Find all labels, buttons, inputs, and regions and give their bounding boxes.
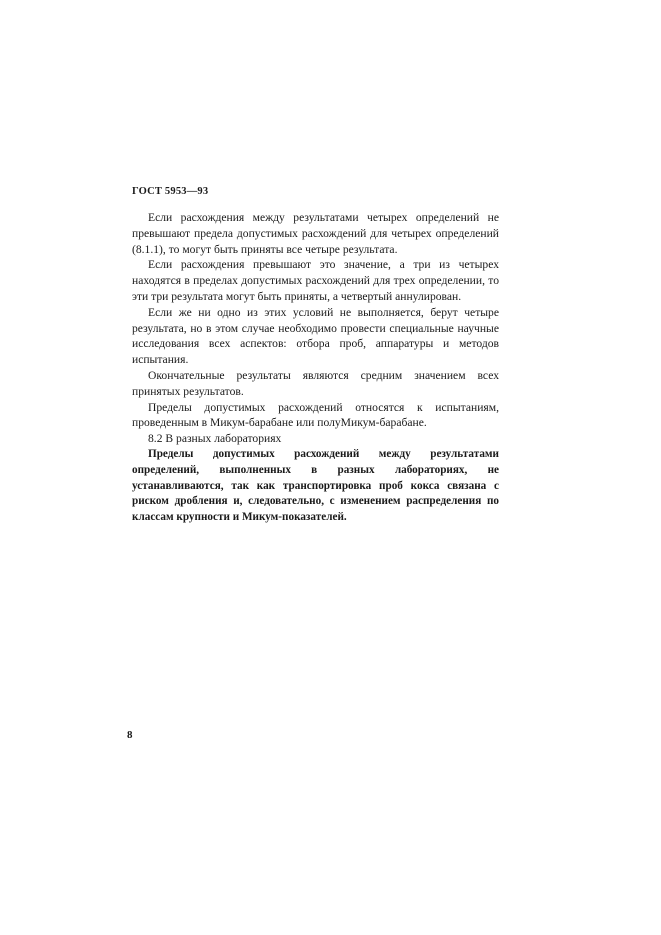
paragraph-three-results: Если расхождения превышают это значение, а три из четырех находятся в пределах допустимых расхождений для трех определении, то эти три результата могут быть приняты, а четвертый аннулирован. bbox=[132, 258, 499, 303]
paragraph-micum-drum: Пределы допустимых расхождений относятся к испытаниям, проведенным в Микум-барабане или полуМикум-барабане. bbox=[132, 400, 499, 430]
paragraph-final-results: Окончательные результаты являются средним значением всех принятых результатов. bbox=[132, 368, 499, 398]
section-text: Пределы допустимых расхождений между результатами определений, выполненных в разных лабораториях, не устанавливаются, так как транспортировка проб кокса связана с риском дробления и, следовательно, с изменением распределения по классам крупности и Микум-показателей. bbox=[132, 447, 499, 524]
section-heading: 8.2 В разных лабораториях bbox=[148, 432, 282, 446]
document-body bbox=[132, 210, 499, 526]
document-header: ГОСТ 5953—93 bbox=[132, 186, 209, 197]
paragraph-four-results: Если расхождения между результатами четырех определений не превышают предела допустимых расхождений для четырех определений (8.1.1), то могут быть приняты все четыре результата. bbox=[132, 211, 499, 256]
paragraph-no-conditions: Если же ни одно из этих условий не выполняется, берут четыре результата, но в этом случае необходимо провести специальные научные исследования всех аспектов: отбора проб, аппаратуры и методов испытания. bbox=[132, 305, 499, 367]
page-number: 8 bbox=[127, 729, 133, 741]
